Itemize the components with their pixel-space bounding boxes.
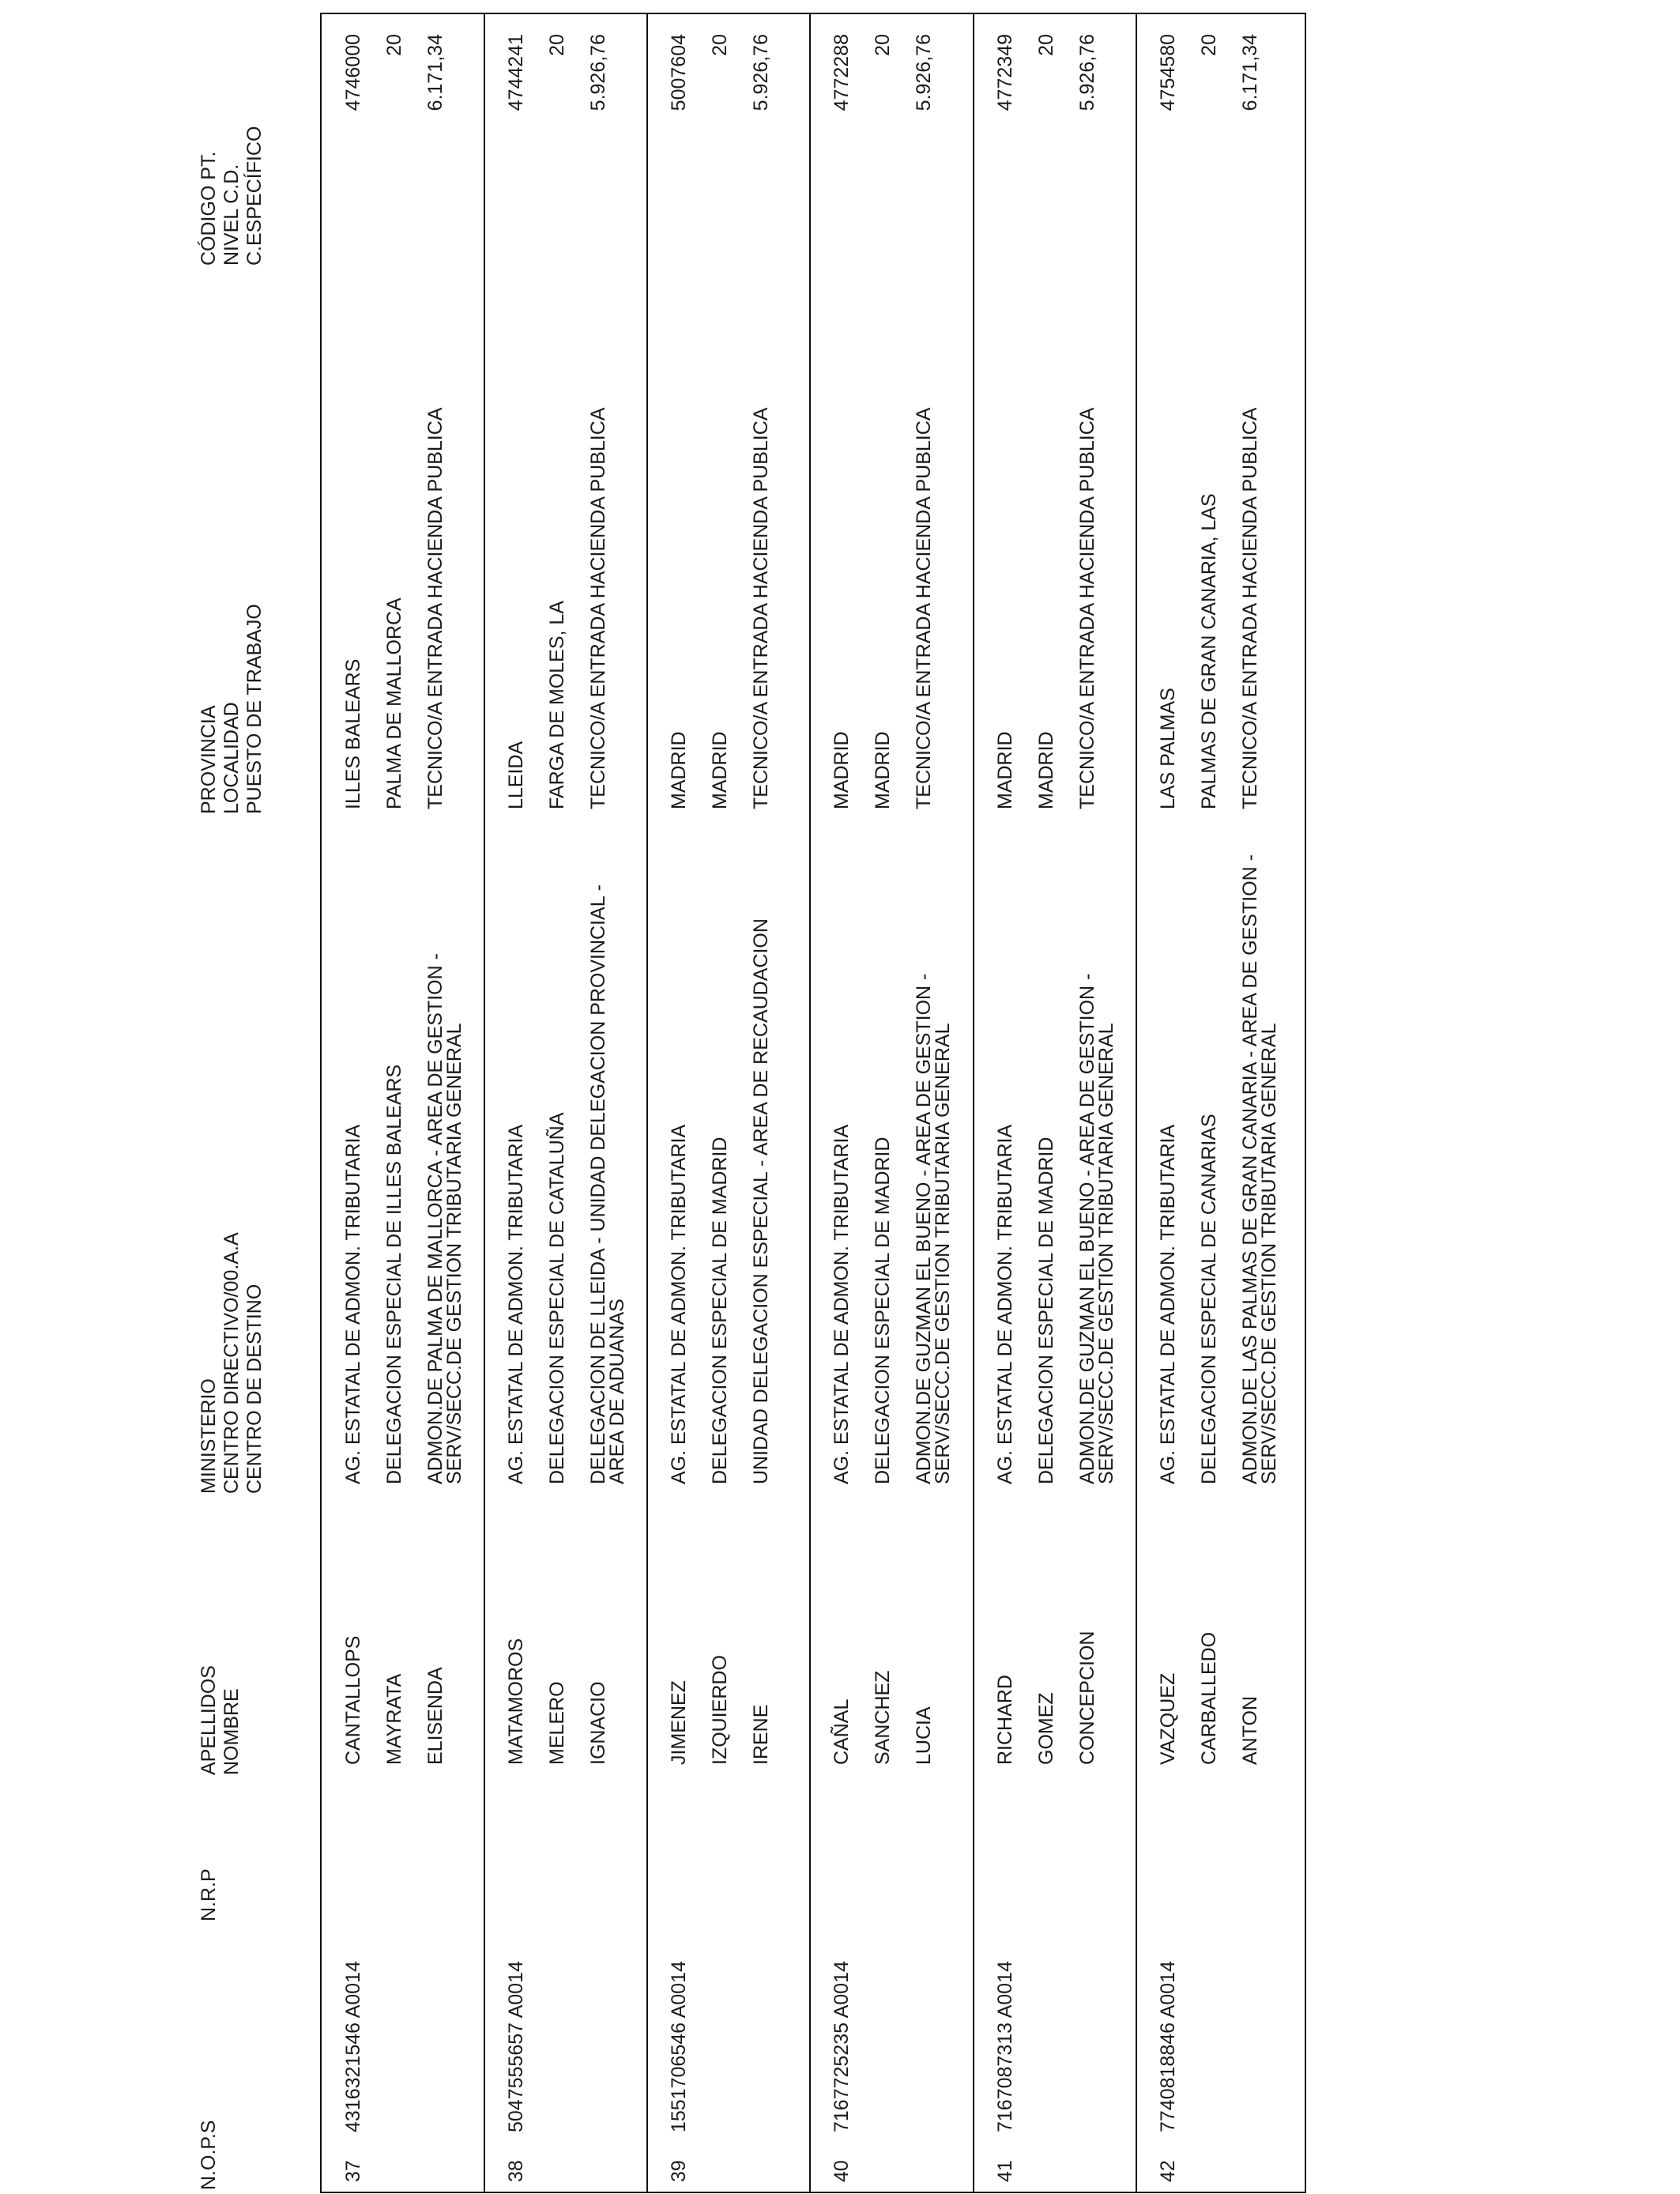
record-centro-directivo: DELEGACION ESPECIAL DE MADRID bbox=[1035, 1137, 1057, 1484]
record-apellido2: MAYRATA bbox=[383, 1673, 405, 1765]
record-nombre: IGNACIO bbox=[587, 1681, 609, 1765]
record-nombre: ELISENDA bbox=[424, 1667, 446, 1765]
header-ministerio: MINISTERIO CENTRO DIRECTIVO/00.A.A CENTRO DE DESTINO bbox=[198, 1232, 266, 1494]
table-row bbox=[810, 14, 972, 2192]
record-puesto: TECNICO/A ENTRADA HACIENDA PUBLICA bbox=[1076, 407, 1098, 809]
record-centro-destino: DELEGACION DE LLEIDA - UNIDAD DELEGACION PROVINCIAL - AREA DE ADUANAS bbox=[587, 884, 628, 1484]
record-localidad: FARGA DE MOLES, LA bbox=[546, 601, 568, 809]
record-nrp: 7740818846 A0014 bbox=[1157, 1961, 1179, 2132]
record-nrp: 7167725235 A0014 bbox=[831, 1961, 853, 2132]
record-puesto: TECNICO/A ENTRADA HACIENDA PUBLICA bbox=[587, 407, 609, 809]
record-c-especifico: 5.926,76 bbox=[587, 34, 609, 111]
header-codigo: CÓDIGO PT. NIVEL C.D. C.ESPECÍFICO bbox=[198, 126, 266, 266]
record-localidad: MADRID bbox=[709, 731, 731, 809]
record-nrp: 1551706546 A0014 bbox=[668, 1961, 690, 2132]
records-table bbox=[320, 13, 1306, 2193]
table-row bbox=[1136, 14, 1298, 2192]
record-centro-destino: ADMON.DE GUZMAN EL BUENO - AREA DE GESTION - SERV/SECC.DE GESTION TRIBUTARIA GENERAL bbox=[1076, 973, 1117, 1484]
record-provincia: MADRID bbox=[831, 731, 853, 809]
record-apellido2: MELERO bbox=[546, 1681, 568, 1765]
record-nivel-cd: 20 bbox=[709, 34, 731, 56]
record-puesto: TECNICO/A ENTRADA HACIENDA PUBLICA bbox=[750, 407, 772, 809]
record-ministerio: AG. ESTATAL DE ADMON. TRIBUTARIA bbox=[342, 1124, 364, 1484]
record-centro-directivo: DELEGACION ESPECIAL DE CATALUÑA bbox=[546, 1112, 568, 1484]
record-nombre: ANTON bbox=[1239, 1695, 1261, 1765]
record-apellido1: JIMENEZ bbox=[668, 1680, 690, 1765]
record-codigo-pt: 4772349 bbox=[994, 34, 1016, 111]
record-centro-directivo: DELEGACION ESPECIAL DE CANARIAS bbox=[1198, 1114, 1220, 1484]
header-nops: N.O.P.S bbox=[198, 2120, 220, 2190]
table-row bbox=[974, 14, 1136, 2192]
record-nombre: LUCIA bbox=[913, 1706, 935, 1765]
record-nivel-cd: 20 bbox=[1198, 34, 1220, 56]
record-ministerio: AG. ESTATAL DE ADMON. TRIBUTARIA bbox=[994, 1124, 1016, 1484]
table-row bbox=[647, 14, 809, 2192]
record-centro-directivo: DELEGACION ESPECIAL DE ILLES BALEARS bbox=[383, 1064, 405, 1484]
record-nrp: 5047555657 A0014 bbox=[505, 1961, 527, 2132]
record-apellido1: CANTALLOPS bbox=[342, 1635, 364, 1765]
record-nivel-cd: 20 bbox=[546, 34, 568, 56]
record-apellido2: GOMEZ bbox=[1035, 1692, 1057, 1765]
record-provincia: MADRID bbox=[668, 731, 690, 809]
record-puesto: TECNICO/A ENTRADA HACIENDA PUBLICA bbox=[913, 407, 935, 809]
record-number: 38 bbox=[505, 2160, 527, 2182]
record-centro-destino: UNIDAD DELEGACION ESPECIAL - AREA DE RECAUDACION bbox=[750, 918, 772, 1484]
record-number: 40 bbox=[831, 2160, 853, 2182]
record-c-especifico: 5.926,76 bbox=[750, 34, 772, 111]
record-number: 42 bbox=[1157, 2160, 1179, 2182]
record-codigo-pt: 4772288 bbox=[831, 34, 853, 111]
record-localidad: PALMAS DE GRAN CANARIA, LAS bbox=[1198, 493, 1220, 809]
record-provincia: LAS PALMAS bbox=[1157, 688, 1179, 809]
record-codigo-pt: 4754580 bbox=[1157, 34, 1179, 111]
record-apellido2: IZQUIERDO bbox=[709, 1655, 731, 1765]
record-number: 41 bbox=[994, 2160, 1016, 2182]
record-apellido1: MATAMOROS bbox=[505, 1638, 527, 1765]
record-codigo-pt: 4746000 bbox=[342, 34, 364, 111]
record-puesto: TECNICO/A ENTRADA HACIENDA PUBLICA bbox=[1239, 407, 1261, 809]
record-nivel-cd: 20 bbox=[872, 34, 894, 56]
record-localidad: PALMA DE MALLORCA bbox=[383, 598, 405, 809]
record-nrp: 7167087313 A0014 bbox=[994, 1961, 1016, 2132]
record-provincia: ILLES BALEARS bbox=[342, 658, 364, 809]
record-c-especifico: 6.171,34 bbox=[1239, 34, 1261, 111]
record-nivel-cd: 20 bbox=[383, 34, 405, 56]
header-apellidos-nombre: APELLIDOS NOMBRE bbox=[198, 1665, 243, 1775]
record-number: 37 bbox=[342, 2160, 364, 2182]
record-centro-destino: ADMON.DE PALMA DE MALLORCA - AREA DE GESTION - SERV/SECC.DE GESTION TRIBUTARIA GENERAL bbox=[424, 953, 465, 1484]
record-ministerio: AG. ESTATAL DE ADMON. TRIBUTARIA bbox=[1157, 1124, 1179, 1484]
record-apellido1: CAÑAL bbox=[831, 1698, 853, 1765]
header-provincia: PROVINCIA LOCALIDAD PUESTO DE TRABAJO bbox=[198, 604, 266, 814]
record-apellido2: CARBALLEDO bbox=[1198, 1631, 1220, 1765]
record-nivel-cd: 20 bbox=[1035, 34, 1057, 56]
record-localidad: MADRID bbox=[872, 731, 894, 809]
record-ministerio: AG. ESTATAL DE ADMON. TRIBUTARIA bbox=[668, 1124, 690, 1484]
record-c-especifico: 6.171,34 bbox=[424, 34, 446, 111]
record-centro-destino: ADMON.DE LAS PALMAS DE GRAN CANARIA - AREA DE GESTION - SERV/SECC.DE GESTION TRIBUTARIA GENERAL bbox=[1239, 854, 1280, 1484]
record-nombre: CONCEPCION bbox=[1076, 1630, 1098, 1765]
record-codigo-pt: 5007604 bbox=[668, 34, 690, 111]
record-centro-directivo: DELEGACION ESPECIAL DE MADRID bbox=[872, 1137, 894, 1484]
record-provincia: LLEIDA bbox=[505, 741, 527, 809]
record-apellido1: VAZQUEZ bbox=[1157, 1672, 1179, 1765]
table-row bbox=[484, 14, 646, 2192]
record-apellido1: RICHARD bbox=[994, 1675, 1016, 1765]
record-centro-destino: ADMON.DE GUZMAN EL BUENO - AREA DE GESTION - SERV/SECC.DE GESTION TRIBUTARIA GENERAL bbox=[913, 973, 954, 1484]
record-nombre: IRENE bbox=[750, 1704, 772, 1765]
record-provincia: MADRID bbox=[994, 731, 1016, 809]
record-nrp: 4316321546 A0014 bbox=[342, 1961, 364, 2132]
header-nrp: N.R.P bbox=[198, 1868, 220, 1921]
record-puesto: TECNICO/A ENTRADA HACIENDA PUBLICA bbox=[424, 407, 446, 809]
record-number: 39 bbox=[668, 2160, 690, 2182]
record-ministerio: AG. ESTATAL DE ADMON. TRIBUTARIA bbox=[505, 1124, 527, 1484]
record-c-especifico: 5.926,76 bbox=[913, 34, 935, 111]
record-centro-directivo: DELEGACION ESPECIAL DE MADRID bbox=[709, 1137, 731, 1484]
table-row bbox=[322, 14, 484, 2192]
record-ministerio: AG. ESTATAL DE ADMON. TRIBUTARIA bbox=[831, 1124, 853, 1484]
record-c-especifico: 5.926,76 bbox=[1076, 34, 1098, 111]
record-localidad: MADRID bbox=[1035, 731, 1057, 809]
record-apellido2: SANCHEZ bbox=[872, 1670, 894, 1765]
record-codigo-pt: 4744241 bbox=[505, 34, 527, 111]
